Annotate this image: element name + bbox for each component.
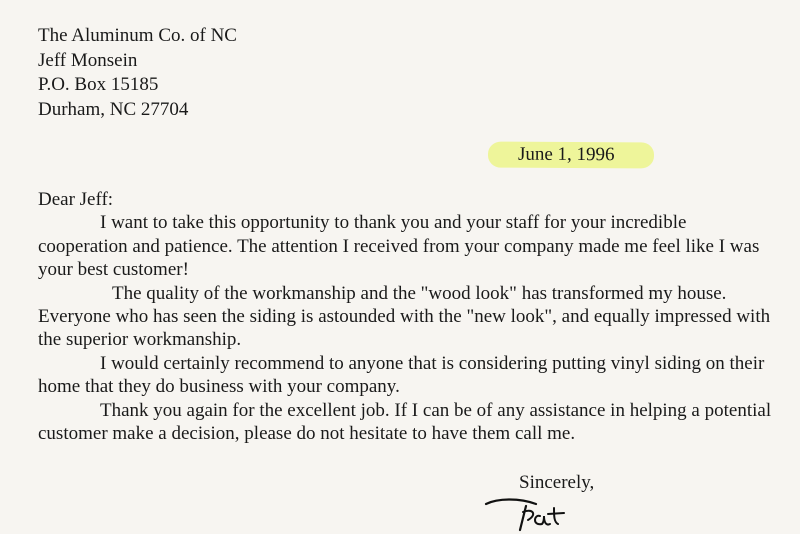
recipient-address bbox=[38, 24, 237, 122]
letter-body bbox=[38, 188, 778, 445]
address-company: The Aluminum Co. of NC bbox=[38, 25, 237, 46]
address-po-box: P.O. Box 15185 bbox=[38, 74, 159, 95]
letter-date-highlighted: June 1, 1996 bbox=[488, 142, 654, 169]
address-city-state: Durham, NC 27704 bbox=[38, 98, 189, 120]
handwritten-signature bbox=[480, 494, 580, 534]
paragraph-1: I want to take this opportunity to thank you and your staff for your incredible cooperation and patience. The attention I received from your company made me feel like I was your best customer! bbox=[38, 212, 760, 281]
salutation: Dear Jeff: bbox=[38, 189, 114, 210]
closing: Sincerely, bbox=[519, 472, 595, 493]
address-name: Jeff Monsein bbox=[38, 49, 138, 71]
paragraph-4: Thank you again for the excellent job. If I can be of any assistance in helping a potential customer make a decision, please do not hesitate to have them call me. bbox=[38, 399, 772, 445]
paragraph-2: The quality of the workmanship and the "wood look" has transformed my house. Everyone who has seen the siding is astounded with the "new look", and equally impressed with the superior workmanship. bbox=[38, 282, 771, 351]
paragraph-3: I would certainly recommend to anyone that is considering putting vinyl siding on their home that they do business with your company. bbox=[38, 352, 765, 398]
